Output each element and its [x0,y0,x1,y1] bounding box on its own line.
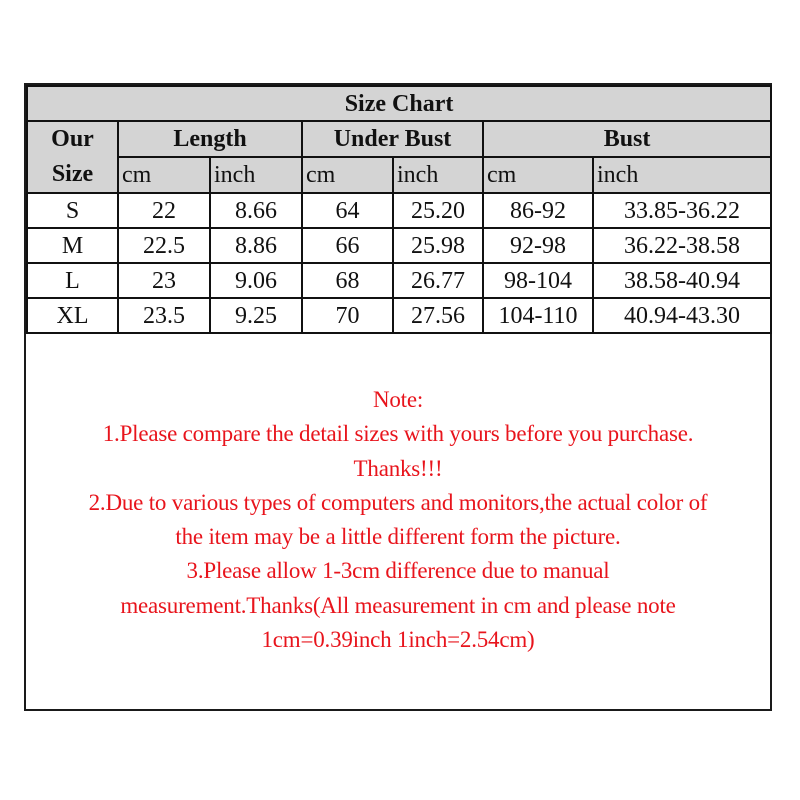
cell-under-bust-inch: 25.20 [393,193,483,228]
cell-bust-inch: 33.85-36.22 [593,193,771,228]
cell-bust-cm: 104-110 [483,298,593,333]
cell-length-inch: 9.25 [210,298,302,333]
unit-bust-inch: inch [593,157,771,193]
header-our-size-line2: Size [51,161,94,187]
cell-under-bust-inch: 27.56 [393,298,483,333]
cell-bust-cm: 86-92 [483,193,593,228]
header-length: Length [118,121,302,157]
table-row [27,193,771,228]
notes-block [26,383,770,657]
note-line: 1cm=0.39inch 1inch=2.54cm) [261,627,535,653]
cell-under-bust-cm: 64 [302,193,393,228]
cell-bust-inch: 38.58-40.94 [593,263,771,298]
cell-length-cm: 22 [118,193,210,228]
header-under-bust: Under Bust [302,121,483,157]
cell-size: XL [27,298,118,333]
cell-length-cm: 23 [118,263,210,298]
unit-length-inch: inch [210,157,302,193]
cell-bust-inch: 40.94-43.30 [593,298,771,333]
cell-under-bust-cm: 70 [302,298,393,333]
unit-under-bust-inch: inch [393,157,483,193]
unit-under-bust-cm: cm [302,157,393,193]
size-chart-frame [24,83,772,711]
cell-bust-cm: 92-98 [483,228,593,263]
note-line: 2.Due to various types of computers and monitors,the actual color of [88,489,708,515]
size-chart-table [26,85,772,334]
cell-under-bust-inch: 26.77 [393,263,483,298]
note-line: the item may be a little different form the picture. [175,524,621,550]
cell-length-inch: 9.06 [210,263,302,298]
cell-size: S [27,193,118,228]
table-title: Size Chart [27,86,771,121]
table-row [27,263,771,298]
header-our-size-line1: Our [51,126,94,152]
cell-size: L [27,263,118,298]
cell-length-cm: 23.5 [118,298,210,333]
note-heading: Note: [372,387,424,412]
cell-under-bust-cm: 68 [302,263,393,298]
cell-bust-inch: 36.22-38.58 [593,228,771,263]
unit-bust-cm: cm [483,157,593,193]
cell-under-bust-cm: 66 [302,228,393,263]
header-bust: Bust [483,121,771,157]
note-line: 1.Please compare the detail sizes with yours before you purchase. [102,421,694,447]
cell-under-bust-inch: 25.98 [393,228,483,263]
cell-size: M [27,228,118,263]
table-row [27,298,771,333]
unit-length-cm: cm [118,157,210,193]
cell-length-inch: 8.86 [210,228,302,263]
cell-length-inch: 8.66 [210,193,302,228]
note-line: Thanks!!! [353,455,443,481]
note-line: measurement.Thanks(All measurement in cm and please note [120,592,676,618]
cell-bust-cm: 98-104 [483,263,593,298]
table-row [27,228,771,263]
note-line: 3.Please allow 1-3cm difference due to manual [186,558,610,584]
cell-length-cm: 22.5 [118,228,210,263]
header-our-size [27,121,118,193]
